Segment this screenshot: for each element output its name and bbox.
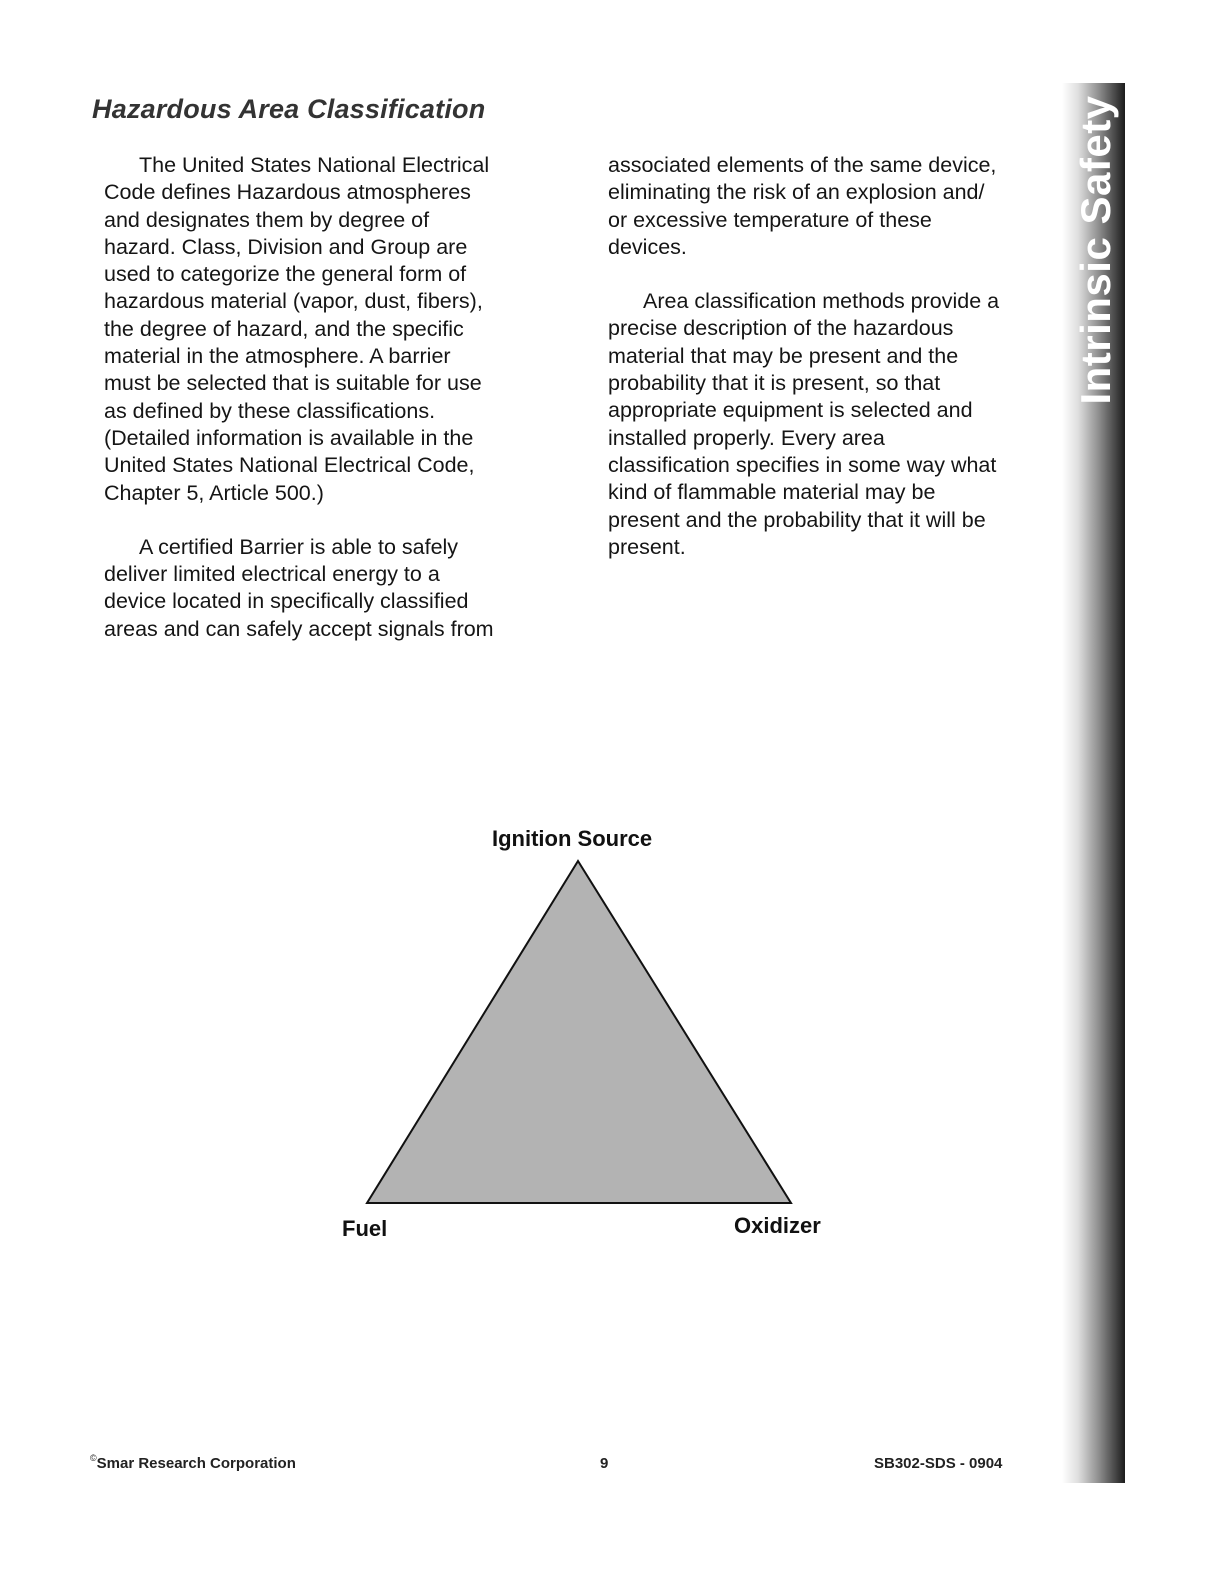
text-line: areas and can safely accept signals from [104,616,494,641]
text-line: kind of flammable material may be [608,480,936,505]
text-line: associated elements of the same device, [608,153,997,177]
text-line: Code defines Hazardous atmospheres [104,180,471,205]
text-line: present and the probability that it will be [608,507,986,532]
text-line: the degree of hazard, and the specific [104,316,464,341]
text-line: probability that it is present, so that [608,371,941,396]
text-line: precise description of the hazardous [608,316,954,341]
document-code: SB302-SDS - 0904 [874,1455,1003,1472]
text-line: hazardous material (vapor, dust, fibers), [104,289,483,314]
text-line: appropriate equipment is selected and [608,398,973,423]
text-line: devices. [608,234,687,259]
text-line: device located in specifically classified [104,589,469,614]
fire-triangle [367,861,791,1203]
fuel-label: Fuel [342,1216,388,1241]
text-line: material that may be present and the [608,343,959,368]
section-side-tab-label: Intrinsic Safety [1072,95,1119,405]
text-line: and designates them by degree of [104,207,430,232]
text-line: deliver limited electrical energy to a [104,562,440,587]
text-line: A certified Barrier is able to safely [139,534,459,559]
text-line: present. [608,534,686,559]
oxidizer-label: Oxidizer [734,1213,821,1238]
text-line: classification specifies in some way what [608,452,997,477]
text-line: as defined by these classifications. [104,398,436,423]
text-line: eliminating the risk of an explosion and/ [608,180,985,205]
text-line: Area classification methods provide a [643,289,1000,314]
text-line: United States National Electrical Code, [104,453,475,478]
text-line: Chapter 5, Article 500.) [104,480,324,505]
text-line: or excessive temperature of these [608,207,932,232]
footer-copyright [90,1455,296,1472]
text-line: The United States National Electrical [139,153,490,177]
page-title: Hazardous Area Classification [92,94,486,124]
text-line: hazard. Class, Division and Group are [104,234,468,259]
company-name: Smar Research Corporation [96,1455,296,1472]
text-line: (Detailed information is available in the [104,425,474,450]
ignition-source-label: Ignition Source [492,826,653,851]
copyright-symbol: © [90,1453,97,1463]
text-line: installed properly. Every area [608,425,885,450]
page-number: 9 [600,1455,609,1472]
text-line: used to categorize the general form of [104,262,467,287]
text-line: material in the atmosphere. A barrier [104,344,451,369]
text-line: must be selected that is suitable for use [104,371,482,396]
